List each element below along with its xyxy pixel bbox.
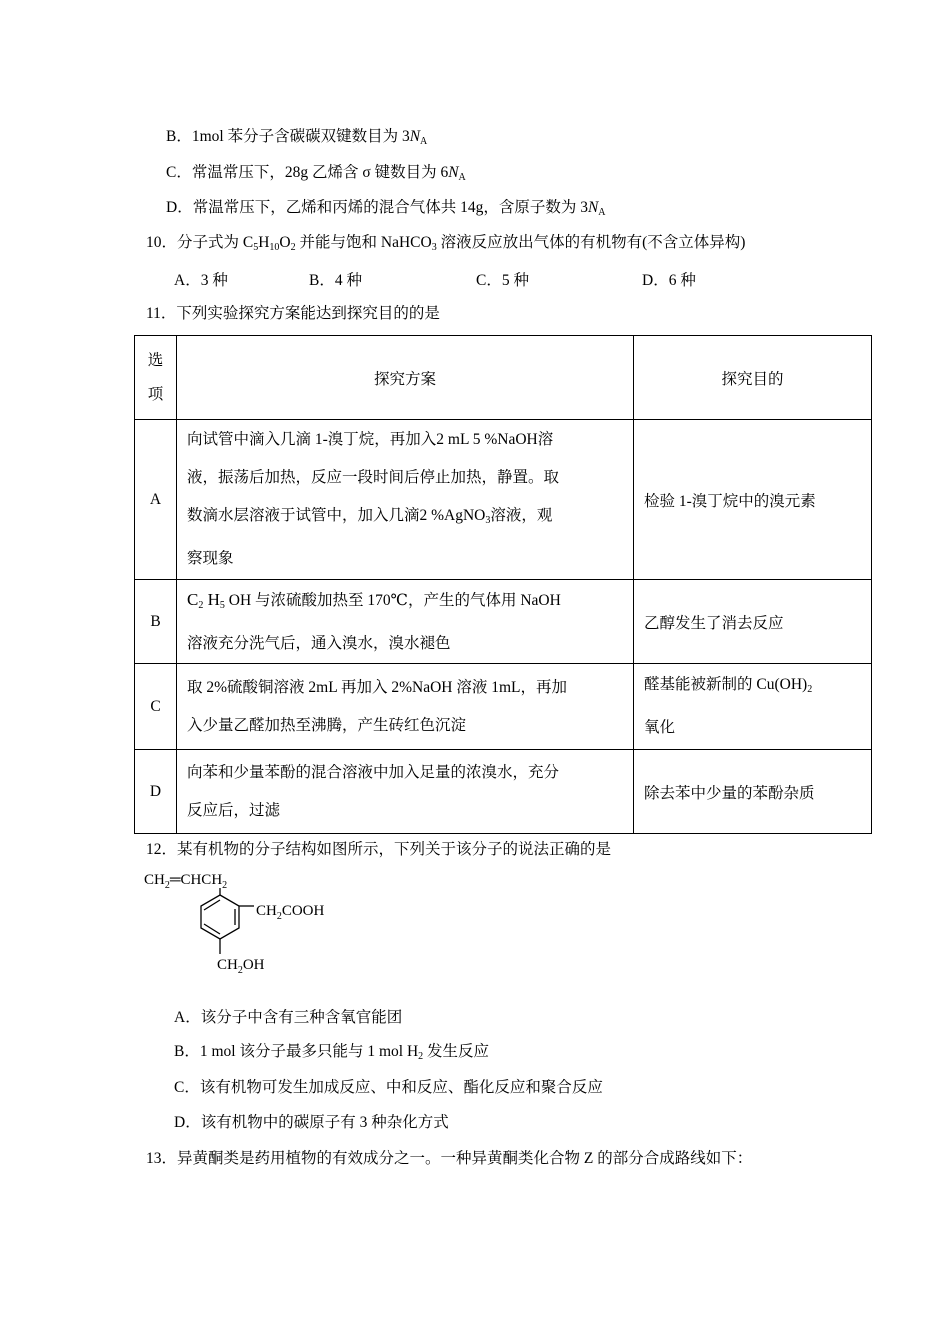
row-purpose-d: 除去苯中少量的苯酚杂质 xyxy=(634,750,872,834)
row-purpose-a: 检验 1-溴丁烷中的溴元素 xyxy=(634,420,872,580)
table-row xyxy=(135,420,872,580)
q12-option-c: C．该有机物可发生加成反应、中和反应、酯化反应和聚合反应 xyxy=(174,1079,603,1096)
row-label-a: A xyxy=(135,420,177,580)
acid-group-label: $CH_2COOH$ xyxy=(256,903,325,922)
header-option: 选 项 xyxy=(135,336,177,420)
header-plan: 探究方案 xyxy=(177,336,634,420)
row-label-c: C xyxy=(135,664,177,750)
row-label-b: B xyxy=(135,580,177,664)
row-plan-b: $C_2$ $H_5$ OH 与浓硫酸加热至 170℃，产生的气体用 NaOH 溶液充分洗气后，通入溴水，溴水褪色 xyxy=(177,580,634,664)
row-label-d: D xyxy=(135,750,177,834)
row-purpose-c: 醛基能被新制的 $Cu(OH)_2$ 氧化 xyxy=(634,664,872,750)
q12-option-d: D．该有机物中的碳原子有 3 种杂化方式 xyxy=(174,1114,449,1131)
q10-choice-d: D．6 种 xyxy=(642,272,696,289)
q9-option-d: D．常温常压下，乙烯和丙烯的混合气体共 14g，含原子数为 $3N_A$ xyxy=(166,199,606,218)
table-row xyxy=(135,580,872,664)
q10-choice-b: B．4 种 xyxy=(309,272,362,289)
benzene-ring xyxy=(201,888,254,954)
q10-choice-c: C．5 种 xyxy=(476,272,529,289)
q12-stem: 12．某有机物的分子结构如图所示，下列关于该分子的说法正确的是 xyxy=(146,841,612,858)
q13-stem: 13．异黄酮类是药用植物的有效成分之一。一种异黄酮类化合物 Z 的部分合成路线如下： xyxy=(146,1150,753,1167)
q12-option-a: A．该分子中含有三种含氧官能团 xyxy=(174,1009,403,1026)
table-header-row xyxy=(135,336,872,420)
molecule-structure xyxy=(140,866,360,986)
row-purpose-b: 乙醇发生了消去反应 xyxy=(634,580,872,664)
row-plan-a: 向试管中滴入几滴 1-溴丁烷，再加入2 mL 5 %NaOH溶 液，振荡后加热，反应一段时间后停止加热，静置。取 数滴水层溶液于试管中，加入几滴2 %AgNO$_3$溶液，观 察现象 xyxy=(177,420,634,580)
header-purpose: 探究目的 xyxy=(634,336,872,420)
table-row xyxy=(135,750,872,834)
q12-option-b: B．1 mol 该分子最多只能与 1 mol $H_2$ 发生反应 xyxy=(174,1043,490,1062)
q10-stem: 10．分子式为 $C_5H_{10}O_2$ 并能与饱和 NaHCO$_3$ 溶液反应放出气体的有机物有(不含立体异构) xyxy=(146,234,746,253)
q10-choice-a: A．3 种 xyxy=(174,272,228,289)
q11-stem: 11．下列实验探究方案能达到探究目的的是 xyxy=(146,305,440,322)
row-plan-c: 取 2%硫酸铜溶液 2mL 再加入 2%NaOH 溶液 1mL，再加 入少量乙醛加热至沸腾，产生砖红色沉淀 xyxy=(177,664,634,750)
table-row xyxy=(135,664,872,750)
q9-option-c: C．常温常压下，28g 乙烯含 σ 键数目为 $6N_A$ xyxy=(166,164,466,183)
vinyl-group-label: $CH_2═CHCH_2$ xyxy=(144,872,228,891)
experiment-table xyxy=(134,335,872,834)
q9-option-b: B．1mol 苯分子含碳碳双键数目为 $3N_A$ xyxy=(166,128,428,147)
alcohol-group-label: $CH_2OH$ xyxy=(217,957,265,976)
row-plan-d: 向苯和少量苯酚的混合溶液中加入足量的浓溴水，充分 反应后，过滤 xyxy=(177,750,634,834)
